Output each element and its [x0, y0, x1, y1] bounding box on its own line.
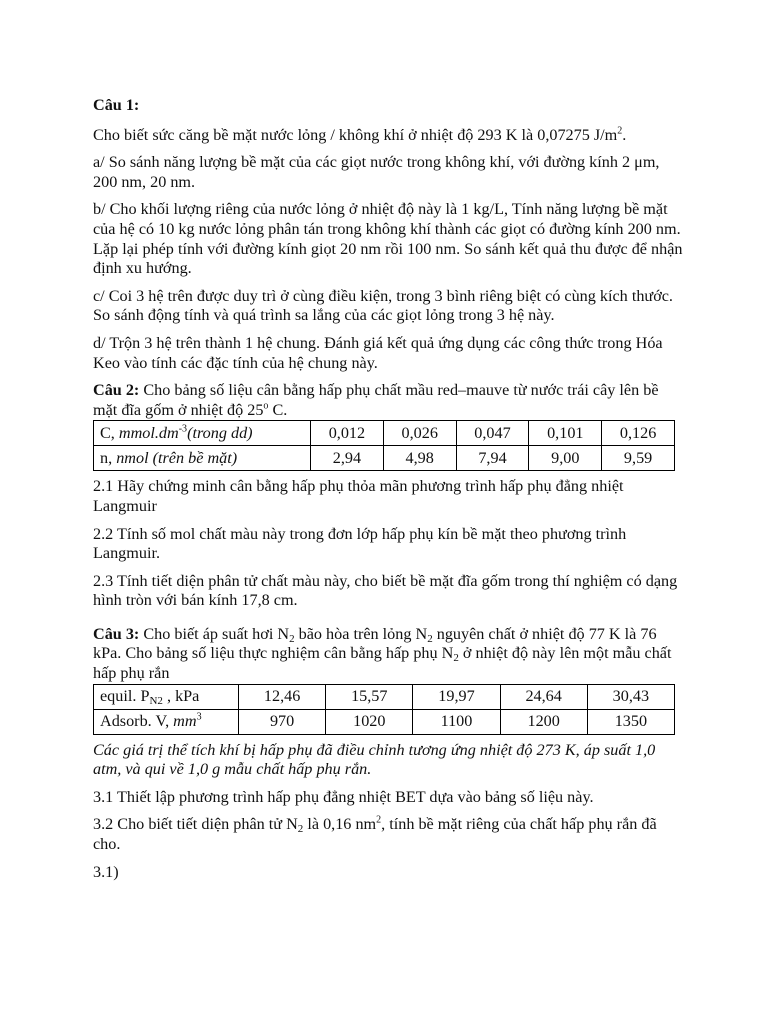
q2-item-2-2: 2.2 Tính số mol chất màu này trong đơn lớp hấp phụ kín bề mặt theo phương trình Langmuir.: [93, 524, 627, 563]
q2-row1-label: [94, 421, 311, 446]
q1-intro-sup: 2: [617, 125, 623, 137]
q3-item-3-2-c: , tính bề mặt riêng của chất hấp phụ rắn đã cho.: [93, 815, 657, 854]
q3-answer-start: 3.1): [93, 862, 119, 881]
q2-item-2-1: 2.1 Hãy chứng minh cân bằng hấp phụ thỏa mãn phương trình hấp phụ đẳng nhiệt Langmuir: [93, 477, 624, 515]
q2-intro-sup: o: [263, 400, 269, 412]
q3-note-text: Các giá trị thể tích khí bị hấp phụ đã điều chỉnh tương ứng nhiệt độ 273 K, áp suất 1,0 atm, và qui về 1,0 g mẫu chất hấp phụ rắn.: [93, 740, 656, 779]
q3-row1-label-pre: equil. P: [100, 686, 150, 705]
q3-row2-label-sup: 3: [196, 711, 202, 723]
q3-note: [93, 741, 683, 780]
q3-table: [93, 684, 675, 735]
table-cell: 19,97: [413, 684, 500, 709]
table-cell: 0,012: [311, 421, 384, 446]
q3-row1-label: [94, 684, 239, 709]
q3-intro-c: nguyên chất ở nhiệt độ 77 K là 76 kPa. Cho bảng số liệu thực nghiệm cân bằng hấp phụ N: [93, 624, 657, 663]
q1-part-d: d/ Trộn 3 hệ trên thành 1 hệ chung. Đánh giá kết quả ứng dụng các công thức trong Hóa Keo vào tính các đặc tính của hệ chung này.: [93, 333, 663, 372]
table-cell: 30,43: [587, 684, 674, 709]
document-page: [93, 96, 683, 890]
q3-item-3-2-a: 3.2 Cho biết tiết diện phân tử N: [93, 815, 298, 834]
q1-intro: [93, 126, 683, 146]
table-cell: 1200: [500, 709, 587, 734]
q3-row2-label-italic: mm: [173, 711, 197, 730]
table-cell: 4,98: [383, 446, 456, 471]
table-cell: 0,101: [529, 421, 602, 446]
table-cell: 24,64: [500, 684, 587, 709]
table-cell: 9,59: [602, 446, 675, 471]
table-row: [94, 421, 675, 446]
table-cell: 0,047: [456, 421, 529, 446]
table-cell: 15,57: [326, 684, 413, 709]
q2-heading: Câu 2:: [93, 381, 140, 400]
q2-intro-text: Cho bảng số liệu cân bằng hấp phụ chất mầu red–mauve từ nước trái cây lên bề mặt đĩa gốm ở nhiệt độ 25: [93, 381, 659, 419]
q2-row2-label-pre: n,: [100, 448, 117, 467]
q1-part-a: a/ So sánh năng lượng bề mặt của các giọt nước trong không khí, với đường kính 2 μm, 200 nm, 20 nm.: [93, 153, 660, 191]
q3-item-3-2-sup: 2: [376, 815, 382, 827]
table-cell: 9,00: [529, 446, 602, 471]
q2-row1-label-post: (trong dd): [187, 423, 253, 442]
table-cell: 12,46: [239, 684, 326, 709]
q1-part-b: b/ Cho khối lượng riêng của nước lỏng ở nhiệt độ này là 1 kg/L, Tính năng lượng bề mặt của hệ có 10 kg nước lỏng phân tán trong không khí thành các giọt có đường kính 200 nm. Lặp lại phép tính với đường kính giọt 20 nm rồi 100 nm. So sánh kết quả thu được để nhận định xu hướng.: [93, 200, 683, 278]
q3-intro-sub1: 2: [289, 632, 295, 645]
q3-item-3-2-sub: 2: [297, 823, 304, 836]
table-cell: 0,126: [602, 421, 675, 446]
q3-intro-b: bão hòa trên lỏng N: [294, 624, 428, 643]
q2-item-2-3: 2.3 Tính tiết diện phân tử chất màu này, cho biết bề mặt đĩa gốm trong thí nghiệm có dạng hình tròn với bán kính 17,8 cm.: [93, 571, 678, 610]
q2-row1-label-sup: -3: [178, 423, 188, 435]
q3-heading: Câu 3:: [93, 624, 140, 643]
q3-item-3-2: [93, 815, 683, 854]
q2-row1-label-pre: C,: [100, 423, 119, 442]
q1-intro-end: .: [622, 125, 627, 144]
q2-intro-end: C.: [268, 400, 288, 419]
table-cell: 7,94: [456, 446, 529, 471]
q3-row1-label-post: , kPa: [162, 686, 200, 705]
q2-row1-label-italic: mmol.dm: [118, 423, 179, 442]
q2-table: [93, 420, 675, 471]
table-cell: 1350: [587, 709, 674, 734]
table-row: [94, 709, 675, 734]
q3-row2-label-pre: Adsorb. V,: [100, 711, 174, 730]
table-row: [94, 446, 675, 471]
q3-item-3-1: 3.1 Thiết lập phương trình hấp phụ đẳng nhiệt BET dựa vào bảng số liệu này.: [93, 787, 594, 806]
q3-intro-sub2: 2: [427, 632, 433, 645]
table-cell: 2,94: [311, 446, 384, 471]
table-cell: 0,026: [383, 421, 456, 446]
q2-intro: [93, 381, 683, 420]
table-row: [94, 684, 675, 709]
q3-intro-a: Cho biết áp suất hơi N: [139, 624, 290, 643]
q1-intro-text: Cho biết sức căng bề mặt nước lỏng / không khí ở nhiệt độ 293 K là 0,07275 J/m: [93, 125, 618, 144]
table-cell: 970: [239, 709, 326, 734]
table-cell: 1100: [413, 709, 500, 734]
q3-intro-sub3: 2: [453, 652, 459, 665]
q3-intro-d: ở nhiệt độ này lên một mẫu chất hấp phụ rắn: [93, 644, 672, 683]
q1-part-c: c/ Coi 3 hệ trên được duy trì ở cùng điều kiện, trong 3 bình riêng biệt có cùng kích thước. So sánh động tính và quá trình sa lắng của các giọt lỏng trong 3 hệ này.: [93, 286, 673, 325]
q2-row2-label: [94, 446, 311, 471]
q3-row1-label-sub: N2: [149, 694, 163, 707]
table-cell: 1020: [326, 709, 413, 734]
q3-item-3-2-b: là 0,16 nm: [303, 815, 377, 834]
q3-intro: [93, 625, 683, 684]
q3-row2-label: [94, 709, 239, 734]
q2-row2-label-italic: nmol (trên bề mặt): [116, 448, 238, 467]
q1-heading: Câu 1:: [93, 96, 140, 114]
